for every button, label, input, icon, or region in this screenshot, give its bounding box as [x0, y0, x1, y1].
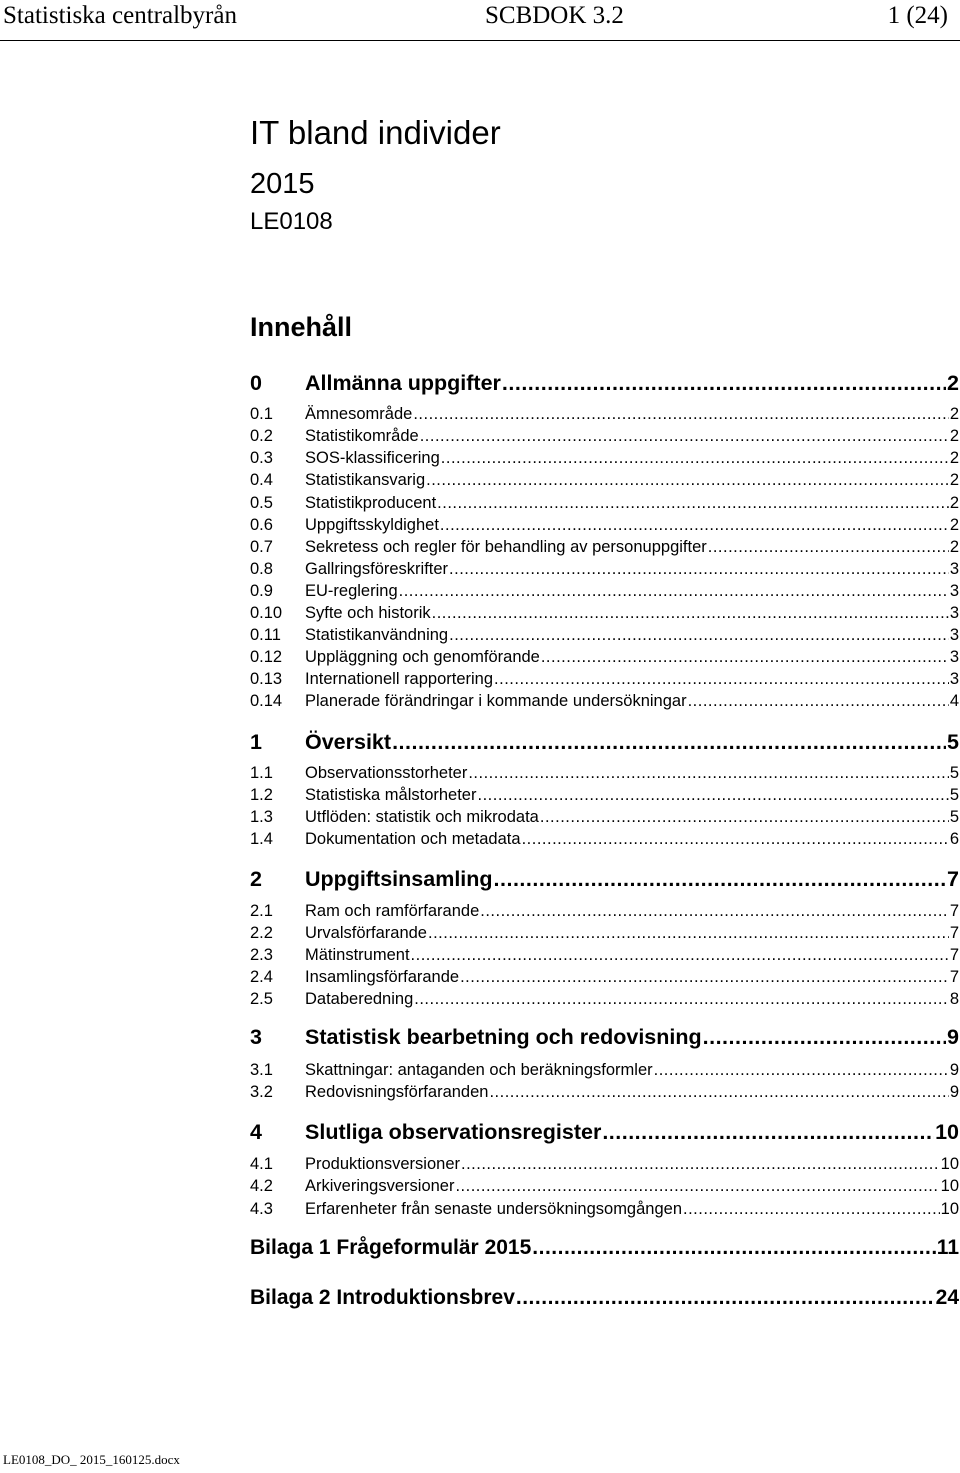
- toc-dot-leader: [703, 1025, 946, 1050]
- toc-entry-page: 5: [947, 730, 959, 754]
- toc-entry-label: Redovisningsförfaranden: [305, 1083, 489, 1101]
- toc-dot-leader: [455, 1177, 939, 1196]
- toc-entry-number: 4.2: [250, 1177, 273, 1195]
- toc-entry-label: Översikt: [305, 730, 392, 754]
- toc-dot-leader: [494, 670, 949, 689]
- toc-entry-number: 0.10: [250, 604, 283, 622]
- toc-dot-leader: [688, 692, 949, 711]
- toc-entry-label: Planerade förändringar i kommande undersökningar: [305, 692, 687, 710]
- toc-entry-label: Statistisk bearbetning och redovisning: [305, 1025, 702, 1049]
- toc-entry-page: 7: [949, 968, 959, 986]
- toc-entry-number: 4.3: [250, 1200, 273, 1218]
- toc-entry[interactable]: [250, 1083, 959, 1105]
- toc-dot-leader: [468, 764, 948, 783]
- toc-entry-page: 11: [936, 1236, 959, 1259]
- toc-dot-leader: [414, 990, 949, 1009]
- toc-entry-number: 2.2: [250, 924, 273, 942]
- toc-dot-leader: [392, 730, 946, 755]
- footer-filename: LE0108_DO_ 2015_160125.docx: [3, 1452, 180, 1467]
- toc-entry-number: 1: [250, 730, 262, 754]
- toc-dot-leader: [540, 808, 949, 827]
- toc-dot-leader: [428, 924, 949, 943]
- toc-entry-label: EU-reglering: [305, 582, 398, 600]
- toc-dot-leader: [489, 1083, 948, 1102]
- toc-entry[interactable]: [250, 560, 959, 582]
- document-code: LE0108: [250, 208, 333, 235]
- toc-entry-label: Uppgiftsskyldighet: [305, 516, 439, 534]
- toc-entry[interactable]: [250, 1200, 959, 1222]
- toc-entry-number: 3: [250, 1025, 262, 1049]
- toc-entry[interactable]: [250, 1155, 959, 1177]
- toc-entry[interactable]: [250, 405, 959, 427]
- toc-entry-number: 1.2: [250, 786, 273, 804]
- toc-entry-label: Statistikproducent: [305, 494, 437, 512]
- toc-dot-leader: [502, 371, 946, 396]
- toc-entry-number: 2.4: [250, 968, 273, 986]
- toc-entry-label: Statistikområde: [305, 427, 419, 445]
- toc-heading: Innehåll: [250, 312, 353, 342]
- toc-dot-leader: [654, 1061, 949, 1080]
- toc-entry-page: 9: [947, 1025, 959, 1049]
- toc-entry[interactable]: [250, 1286, 959, 1314]
- toc-entry-page: 3: [949, 604, 959, 622]
- toc-entry[interactable]: [250, 1236, 959, 1264]
- toc-dot-leader: [460, 968, 949, 987]
- toc-entry-page: 3: [949, 560, 959, 578]
- toc-entry-number: 0: [250, 371, 262, 395]
- toc-dot-leader: [708, 538, 949, 557]
- toc-entry-number: 0.5: [250, 494, 273, 512]
- toc-entry-number: 0.1: [250, 405, 273, 423]
- toc-entry-label: Ram och ramförfarande: [305, 902, 480, 920]
- header-rule: [0, 40, 960, 41]
- toc-entry-page: 9: [949, 1083, 959, 1101]
- toc-entry-page: 7: [949, 924, 959, 942]
- toc-entry-label: Urvalsförfarande: [305, 924, 427, 942]
- toc-entry-label: Statistikanvändning: [305, 626, 449, 644]
- toc-dot-leader: [449, 626, 949, 645]
- toc-dot-leader: [432, 604, 949, 623]
- toc-dot-leader: [437, 494, 949, 513]
- toc-entry-number: 0.13: [250, 670, 283, 688]
- toc-entry-label: Mätinstrument: [305, 946, 410, 964]
- toc-entry-number: 0.12: [250, 648, 283, 666]
- toc-entry-number: 1.1: [250, 764, 273, 782]
- toc-entry[interactable]: [250, 946, 959, 968]
- toc-entry[interactable]: [250, 1025, 959, 1053]
- toc-entry-label: Statistikansvarig: [305, 471, 426, 489]
- toc-entry-number: 2.5: [250, 990, 273, 1008]
- toc-entry-label: Skattningar: antaganden och beräkningsformler: [305, 1061, 653, 1079]
- toc-entry-label: Internationell rapportering: [305, 670, 494, 688]
- toc-entry-label: Bilaga 1 Frågeformulär 2015: [250, 1236, 532, 1259]
- toc-entry-page: 3: [949, 582, 959, 600]
- toc-entry[interactable]: [250, 968, 959, 990]
- toc-entry-label: Slutliga observationsregister: [305, 1120, 602, 1144]
- toc-entry-page: 2: [949, 471, 959, 489]
- toc-dot-leader: [522, 830, 949, 849]
- toc-entry-page: 2: [949, 538, 959, 556]
- toc-dot-leader: [602, 1120, 934, 1145]
- toc-entry-number: 0.2: [250, 427, 273, 445]
- toc-entry-page: 5: [949, 786, 959, 804]
- toc-entry[interactable]: [250, 538, 959, 560]
- toc-entry-page: 7: [947, 867, 959, 891]
- toc-entry-page: 2: [949, 494, 959, 512]
- toc-entry[interactable]: [250, 924, 959, 946]
- toc-entry-page: 3: [949, 670, 959, 688]
- toc-entry-page: 24: [935, 1286, 959, 1309]
- toc-entry[interactable]: [250, 371, 959, 399]
- toc-entry[interactable]: [250, 1061, 959, 1083]
- toc-entry-label: Ämnesområde: [305, 405, 413, 423]
- toc-entry-page: 7: [949, 902, 959, 920]
- toc-dot-leader: [441, 449, 949, 468]
- toc-entry[interactable]: [250, 449, 959, 471]
- toc-entry[interactable]: [250, 808, 959, 830]
- toc-entry-number: 0.3: [250, 449, 273, 467]
- toc-entry-number: 0.14: [250, 692, 283, 710]
- organization-name: Statistiska centralbyrån: [3, 2, 237, 29]
- toc-entry-label: Sekretess och regler för behandling av personuppgifter: [305, 538, 707, 556]
- toc-entry-label: Arkiveringsversioner: [305, 1177, 455, 1195]
- toc-entry-label: Bilaga 2 Introduktionsbrev: [250, 1286, 515, 1309]
- toc-entry[interactable]: [250, 582, 959, 604]
- toc-entry-number: 0.4: [250, 471, 273, 489]
- toc-entry-label: Uppgiftsinsamling: [305, 867, 493, 891]
- page-header: [0, 0, 960, 44]
- toc-entry-number: 2.1: [250, 902, 273, 920]
- toc-entry-page: 2: [947, 371, 959, 395]
- toc-entry-label: Insamlingsförfarande: [305, 968, 460, 986]
- toc-entry[interactable]: [250, 692, 959, 714]
- document-id: SCBDOK 3.2: [485, 2, 624, 29]
- toc-dot-leader: [461, 1155, 940, 1174]
- toc-entry[interactable]: [250, 830, 959, 852]
- toc-entry[interactable]: [250, 764, 959, 786]
- toc-entry[interactable]: [250, 648, 959, 670]
- toc-dot-leader: [399, 582, 949, 601]
- toc-dot-leader: [426, 471, 949, 490]
- toc-dot-leader: [440, 516, 949, 535]
- toc-entry-label: Allmänna uppgifter: [305, 371, 501, 395]
- document-year: 2015: [250, 168, 315, 200]
- toc-dot-leader: [413, 405, 949, 424]
- toc-entry-number: 2.3: [250, 946, 273, 964]
- toc-dot-leader: [683, 1200, 940, 1219]
- toc-entry-page: 7: [949, 946, 959, 964]
- toc-entry[interactable]: [250, 730, 959, 758]
- toc-entry-page: 9: [949, 1061, 959, 1079]
- toc-entry[interactable]: [250, 494, 959, 516]
- toc-entry-page: 5: [949, 764, 959, 782]
- toc-dot-leader: [480, 902, 949, 921]
- toc-dot-leader: [420, 427, 949, 446]
- toc-entry[interactable]: [250, 1120, 959, 1148]
- toc-entry[interactable]: [250, 604, 959, 626]
- toc-entry[interactable]: [250, 471, 959, 493]
- toc-entry[interactable]: [250, 626, 959, 648]
- toc-dot-leader: [516, 1286, 935, 1310]
- toc-entry-page: 5: [949, 808, 959, 826]
- toc-entry-label: Databeredning: [305, 990, 414, 1008]
- toc-entry-label: Uppläggning och genomförande: [305, 648, 540, 666]
- toc-entry-number: 1.4: [250, 830, 273, 848]
- toc-entry-page: 10: [935, 1120, 959, 1144]
- toc-entry-label: Gallringsföreskrifter: [305, 560, 449, 578]
- toc-entry-number: 1.3: [250, 808, 273, 826]
- toc-entry-page: 10: [940, 1177, 959, 1195]
- toc-entry[interactable]: [250, 902, 959, 924]
- toc-entry[interactable]: [250, 516, 959, 538]
- toc-entry-label: Observationsstorheter: [305, 764, 468, 782]
- toc-entry-page: 2: [949, 449, 959, 467]
- toc-entry[interactable]: [250, 867, 959, 895]
- toc-entry-label: Statistiska målstorheter: [305, 786, 477, 804]
- toc-entry[interactable]: [250, 670, 959, 692]
- toc-entry-number: 4.1: [250, 1155, 273, 1173]
- toc-entry-label: Utflöden: statistik och mikrodata: [305, 808, 539, 826]
- toc-entry-number: 0.8: [250, 560, 273, 578]
- toc-entry-number: 3.2: [250, 1083, 273, 1101]
- toc-entry-label: SOS-klassificering: [305, 449, 440, 467]
- toc-entry-page: 8: [949, 990, 959, 1008]
- toc-entry-page: 3: [949, 626, 959, 644]
- toc-entry-label: Dokumentation och metadata: [305, 830, 521, 848]
- toc-entry-number: 3.1: [250, 1061, 273, 1079]
- toc-dot-leader: [532, 1236, 936, 1260]
- toc-entry[interactable]: [250, 1177, 959, 1199]
- toc-entry-page: 2: [949, 427, 959, 445]
- toc-entry-page: 4: [949, 692, 959, 710]
- toc-entry-page: 10: [940, 1200, 959, 1218]
- toc-entry-number: 0.7: [250, 538, 273, 556]
- toc-entry[interactable]: [250, 427, 959, 449]
- toc-entry-label: Erfarenheter från senaste undersökningsomgången: [305, 1200, 682, 1218]
- toc-entry-label: Syfte och historik: [305, 604, 431, 622]
- toc-entry-number: 0.6: [250, 516, 273, 534]
- toc-entry-number: 0.11: [250, 626, 281, 644]
- toc-entry-page: 10: [940, 1155, 959, 1173]
- toc-entry-page: 2: [949, 516, 959, 534]
- toc-entry[interactable]: [250, 990, 959, 1012]
- document-title: IT bland individer: [250, 114, 501, 151]
- toc-entry-page: 6: [949, 830, 959, 848]
- toc-entry[interactable]: [250, 786, 959, 808]
- toc-entry-number: 4: [250, 1120, 262, 1144]
- toc-entry-page: 2: [949, 405, 959, 423]
- toc-dot-leader: [494, 867, 947, 892]
- page-indicator: 1 (24): [887, 2, 948, 29]
- toc-entry-number: 0.9: [250, 582, 273, 600]
- toc-dot-leader: [449, 560, 949, 579]
- toc-dot-leader: [477, 786, 948, 805]
- toc-dot-leader: [541, 648, 949, 667]
- toc-entry-label: Produktionsversioner: [305, 1155, 460, 1173]
- toc-entry-number: 2: [250, 867, 262, 891]
- toc-entry-page: 3: [949, 648, 959, 666]
- toc-dot-leader: [411, 946, 949, 965]
